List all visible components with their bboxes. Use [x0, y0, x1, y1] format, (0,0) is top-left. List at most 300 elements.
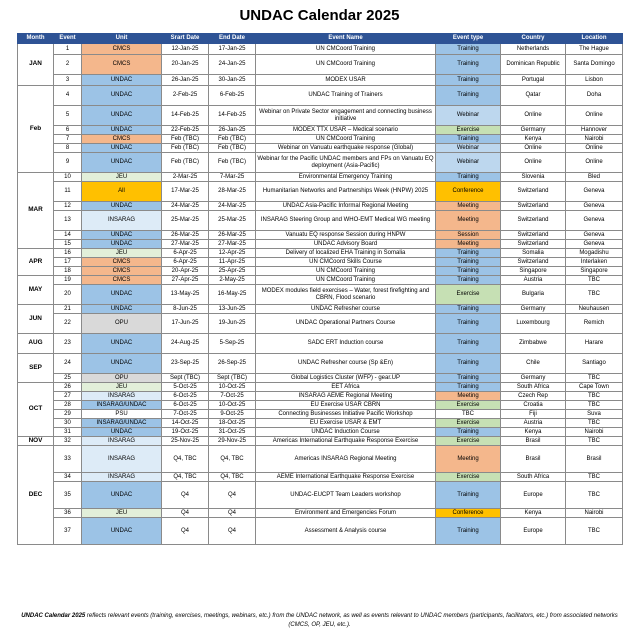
unit-cell: UNDAC: [82, 86, 162, 106]
end-date: 7-Mar-25: [209, 173, 256, 182]
unit-cell: CMCS: [82, 276, 162, 285]
start-date: Sept (TBC): [162, 374, 209, 383]
location-cell: Suva: [566, 410, 623, 419]
end-date: 19-Jun-25: [209, 314, 256, 334]
table-row: [18, 135, 623, 144]
event-name: Americas INSARAG Regional Meeting: [256, 446, 436, 473]
location-cell: Remich: [566, 314, 623, 334]
country-cell: Singapore: [501, 267, 566, 276]
event-type: Training: [436, 258, 501, 267]
event-name: UN CMCoord Training: [256, 55, 436, 75]
start-date: 27-Mar-25: [162, 240, 209, 249]
start-date: 7-Oct-25: [162, 410, 209, 419]
event-name: UNDAC Asia-Pacific Informal Regional Meeting: [256, 202, 436, 211]
country-cell: Chile: [501, 354, 566, 374]
event-number: 13: [54, 211, 82, 231]
start-date: 20-Apr-25: [162, 267, 209, 276]
end-date: 27-Mar-25: [209, 240, 256, 249]
event-type: TBC: [436, 410, 501, 419]
event-type: Meeting: [436, 202, 501, 211]
country-cell: Kenya: [501, 135, 566, 144]
country-cell: Germany: [501, 374, 566, 383]
country-cell: Switzerland: [501, 258, 566, 267]
country-cell: Switzerland: [501, 202, 566, 211]
month-cell: SEP: [18, 354, 54, 383]
table-row: [18, 419, 623, 428]
start-date: 13-May-25: [162, 285, 209, 305]
event-name: UNDAC Operational Partners Course: [256, 314, 436, 334]
page-title: UNDAC Calendar 2025: [239, 7, 400, 24]
table-row: [18, 211, 623, 231]
end-date: 24-Mar-25: [209, 202, 256, 211]
start-date: 17-Mar-25: [162, 182, 209, 202]
event-name: UNDAC Refresher course: [256, 305, 436, 314]
event-name: Webinar on Vanuatu earthquake response (Global): [256, 144, 436, 153]
event-type: Conference: [436, 509, 501, 518]
unit-cell: PSU: [82, 410, 162, 419]
event-number: 10: [54, 173, 82, 182]
unit-cell: CMCS: [82, 55, 162, 75]
unit-cell: UNDAC: [82, 428, 162, 437]
table-row: [18, 437, 623, 446]
country-cell: Netherlands: [501, 44, 566, 55]
table-row: [18, 509, 623, 518]
country-cell: Brasil: [501, 437, 566, 446]
table-row: [18, 410, 623, 419]
header-event-type: Event type: [436, 34, 501, 44]
event-name: UNDAC Training of Trainers: [256, 86, 436, 106]
country-cell: Dominican Republic: [501, 55, 566, 75]
table-row: [18, 126, 623, 135]
event-number: 33: [54, 446, 82, 473]
end-date: 6-Feb-25: [209, 86, 256, 106]
table-row: [18, 305, 623, 314]
end-date: 28-Mar-25: [209, 182, 256, 202]
event-number: 16: [54, 249, 82, 258]
header-location: Location: [566, 34, 623, 44]
event-name: UN CMCoord Training: [256, 267, 436, 276]
event-type: Training: [436, 314, 501, 334]
start-date: 8-Jun-25: [162, 305, 209, 314]
start-date: 24-Aug-25: [162, 334, 209, 354]
start-date: Feb (TBC): [162, 135, 209, 144]
event-name: UNDAC Refresher course (Sp &En): [256, 354, 436, 374]
event-name: UN CMCoord Skills Course: [256, 258, 436, 267]
event-type: Training: [436, 518, 501, 545]
location-cell: Santa Domingo: [566, 55, 623, 75]
start-date: 2-Mar-25: [162, 173, 209, 182]
country-cell: Somalia: [501, 249, 566, 258]
location-cell: TBC: [566, 285, 623, 305]
event-number: 25: [54, 374, 82, 383]
location-cell: Mogadishu: [566, 249, 623, 258]
event-type: Webinar: [436, 153, 501, 173]
event-type: Exercise: [436, 126, 501, 135]
event-number: 8: [54, 144, 82, 153]
unit-cell: JEU: [82, 383, 162, 392]
end-date: Q4, TBC: [209, 446, 256, 473]
unit-cell: JEU: [82, 509, 162, 518]
event-type: Training: [436, 383, 501, 392]
table-row: [18, 276, 623, 285]
country-cell: South Africa: [501, 473, 566, 482]
table-row: [18, 258, 623, 267]
unit-cell: CMCS: [82, 135, 162, 144]
header-row: [18, 34, 623, 44]
event-number: 5: [54, 106, 82, 126]
end-date: Q4: [209, 482, 256, 509]
event-number: 32: [54, 437, 82, 446]
table-row: [18, 153, 623, 173]
event-type: Meeting: [436, 446, 501, 473]
calendar-body: [18, 44, 623, 545]
month-cell: Feb: [18, 86, 54, 173]
event-type: Training: [436, 267, 501, 276]
header-country: Country: [501, 34, 566, 44]
event-number: 28: [54, 401, 82, 410]
start-date: Q4, TBC: [162, 446, 209, 473]
table-row: [18, 473, 623, 482]
table-row: [18, 86, 623, 106]
end-date: 12-Apr-25: [209, 249, 256, 258]
footer-note: [17, 612, 622, 630]
event-name: EU Exercise USAR CBRN: [256, 401, 436, 410]
event-number: 17: [54, 258, 82, 267]
event-name: Connecting Businesses Initiative Pacific Workshop: [256, 410, 436, 419]
start-date: 23-Sep-25: [162, 354, 209, 374]
location-cell: Brasil: [566, 446, 623, 473]
unit-cell: CMCS: [82, 258, 162, 267]
unit-cell: UNDAC: [82, 231, 162, 240]
table-row: [18, 240, 623, 249]
start-date: Q4: [162, 509, 209, 518]
end-date: 26-Jan-25: [209, 126, 256, 135]
location-cell: Geneva: [566, 240, 623, 249]
event-name: AEME International Earthquake Response Exercise: [256, 473, 436, 482]
event-type: Session: [436, 231, 501, 240]
month-cell: AUG: [18, 334, 54, 354]
table-row: [18, 144, 623, 153]
location-cell: Nairobi: [566, 135, 623, 144]
country-cell: Zimbabwe: [501, 334, 566, 354]
country-cell: Switzerland: [501, 211, 566, 231]
event-type: Webinar: [436, 106, 501, 126]
table-row: [18, 202, 623, 211]
start-date: 6-Oct-25: [162, 401, 209, 410]
event-name: Americas International Earthquake Response Exercise: [256, 437, 436, 446]
table-row: [18, 314, 623, 334]
event-number: 11: [54, 182, 82, 202]
event-number: 27: [54, 392, 82, 401]
location-cell: Geneva: [566, 231, 623, 240]
month-cell: DEC: [18, 446, 54, 545]
country-cell: Kenya: [501, 509, 566, 518]
country-cell: Brasil: [501, 446, 566, 473]
table-row: [18, 482, 623, 509]
end-date: Q4, TBC: [209, 473, 256, 482]
country-cell: Germany: [501, 305, 566, 314]
event-name: UNDAC Induction Course: [256, 428, 436, 437]
unit-cell: UNDAC: [82, 153, 162, 173]
unit-cell: CMCS: [82, 267, 162, 276]
event-name: INSARAG Steering Group and WHO-EMT Medical WG meeting: [256, 211, 436, 231]
unit-cell: UNDAC: [82, 305, 162, 314]
country-cell: Online: [501, 153, 566, 173]
event-name: MODEX TTX USAR – Medical scenario: [256, 126, 436, 135]
location-cell: TBC: [566, 374, 623, 383]
table-row: [18, 383, 623, 392]
start-date: 6-Apr-25: [162, 258, 209, 267]
end-date: 25-Mar-25: [209, 211, 256, 231]
end-date: 25-Apr-25: [209, 267, 256, 276]
start-date: 26-Jan-25: [162, 75, 209, 86]
start-date: 20-Jan-25: [162, 55, 209, 75]
country-cell: Switzerland: [501, 231, 566, 240]
country-cell: Online: [501, 144, 566, 153]
unit-cell: UNDAC: [82, 240, 162, 249]
country-cell: Portugal: [501, 75, 566, 86]
event-number: 35: [54, 482, 82, 509]
event-name: Global Logistics Cluster (WFP) - gear.UP: [256, 374, 436, 383]
end-date: 10-Oct-25: [209, 401, 256, 410]
header-start-date: Srart Date: [162, 34, 209, 44]
event-number: 14: [54, 231, 82, 240]
location-cell: Harare: [566, 334, 623, 354]
end-date: Feb (TBC): [209, 135, 256, 144]
event-name: Delivery of localized EHA Training in Somalia: [256, 249, 436, 258]
start-date: 6-Apr-25: [162, 249, 209, 258]
event-type: Meeting: [436, 240, 501, 249]
location-cell: Online: [566, 144, 623, 153]
unit-cell: UNDAC: [82, 334, 162, 354]
event-type: Exercise: [436, 473, 501, 482]
country-cell: Europe: [501, 482, 566, 509]
country-cell: Croatia: [501, 401, 566, 410]
country-cell: Austria: [501, 276, 566, 285]
footer-text: reflects relevant events (training, exercises, meetings, webinars, etc.) from the UNDAC network, as well as events relevant to UNDAC members (participants, facilitators, etc.) from associated networks (CMCS, OP, JEU, etc.).: [85, 613, 618, 628]
event-name: Webinar for the Pacific UNDAC members and FPs on Vanuatu EQ deployment (Asia-Pacific): [256, 153, 436, 173]
table-row: [18, 231, 623, 240]
end-date: 18-Oct-25: [209, 419, 256, 428]
event-number: 29: [54, 410, 82, 419]
country-cell: Online: [501, 106, 566, 126]
location-cell: TBC: [566, 419, 623, 428]
table-row: [18, 518, 623, 545]
event-number: 21: [54, 305, 82, 314]
location-cell: Singapore: [566, 267, 623, 276]
event-name: Webinar on Private Sector engagement and connecting business initiative: [256, 106, 436, 126]
event-number: 7: [54, 135, 82, 144]
event-type: Training: [436, 482, 501, 509]
event-name: Assessment & Analysis course: [256, 518, 436, 545]
location-cell: Online: [566, 106, 623, 126]
unit-cell: INSARAG: [82, 437, 162, 446]
location-cell: TBC: [566, 276, 623, 285]
event-number: 6: [54, 126, 82, 135]
location-cell: Hannover: [566, 126, 623, 135]
event-name: Environmental Emergency Training: [256, 173, 436, 182]
end-date: 29-Nov-25: [209, 437, 256, 446]
table-row: [18, 428, 623, 437]
end-date: Sept (TBC): [209, 374, 256, 383]
end-date: 2-May-25: [209, 276, 256, 285]
unit-cell: INSARAG: [82, 446, 162, 473]
location-cell: Geneva: [566, 182, 623, 202]
country-cell: Germany: [501, 126, 566, 135]
unit-cell: UNDAC: [82, 285, 162, 305]
table-row: [18, 392, 623, 401]
start-date: Q4: [162, 518, 209, 545]
event-number: 22: [54, 314, 82, 334]
event-type: Training: [436, 249, 501, 258]
location-cell: Neuhausen: [566, 305, 623, 314]
location-cell: TBC: [566, 437, 623, 446]
event-type: Training: [436, 173, 501, 182]
event-name: MODEX USAR: [256, 75, 436, 86]
location-cell: Interlaken: [566, 258, 623, 267]
unit-cell: UNDAC: [82, 144, 162, 153]
end-date: 11-Apr-25: [209, 258, 256, 267]
unit-cell: UNDAC: [82, 106, 162, 126]
event-type: Exercise: [436, 419, 501, 428]
country-cell: Luxembourg: [501, 314, 566, 334]
country-cell: Austria: [501, 419, 566, 428]
country-cell: Kenya: [501, 428, 566, 437]
unit-cell: UNDAC: [82, 75, 162, 86]
location-cell: Geneva: [566, 202, 623, 211]
unit-cell: UNDAC: [82, 126, 162, 135]
event-number: 20: [54, 285, 82, 305]
start-date: 22-Feb-25: [162, 126, 209, 135]
event-number: 31: [54, 428, 82, 437]
event-name: EU Exercise USAR & EMT: [256, 419, 436, 428]
event-type: Training: [436, 135, 501, 144]
event-name: MODEX modules field exercises – Water, forest firefighting and CBRN, Flood scenario: [256, 285, 436, 305]
table-row: [18, 354, 623, 374]
unit-cell: OPU: [82, 314, 162, 334]
month-cell: OCT: [18, 383, 54, 437]
location-cell: Nairobi: [566, 509, 623, 518]
location-cell: The Hague: [566, 44, 623, 55]
end-date: 31-Oct-25: [209, 428, 256, 437]
end-date: Feb (TBC): [209, 144, 256, 153]
location-cell: Bled: [566, 173, 623, 182]
unit-cell: INSARAG: [82, 392, 162, 401]
event-type: Training: [436, 75, 501, 86]
country-cell: Bulgaria: [501, 285, 566, 305]
unit-cell: INSARAG: [82, 473, 162, 482]
event-name: Humanitarian Networks and Partnerships Week (HNPW) 2025: [256, 182, 436, 202]
event-number: 37: [54, 518, 82, 545]
start-date: 27-Apr-25: [162, 276, 209, 285]
unit-cell: JEU: [82, 173, 162, 182]
table-row: [18, 401, 623, 410]
location-cell: TBC: [566, 482, 623, 509]
header-month: Month: [18, 34, 54, 44]
event-name: UN CMCoord Training: [256, 135, 436, 144]
event-number: 23: [54, 334, 82, 354]
end-date: Q4: [209, 518, 256, 545]
table-row: [18, 285, 623, 305]
table-row: [18, 173, 623, 182]
event-name: SADC ERT Induction course: [256, 334, 436, 354]
start-date: 14-Oct-25: [162, 419, 209, 428]
start-date: 5-Oct-25: [162, 383, 209, 392]
end-date: 10-Oct-25: [209, 383, 256, 392]
month-cell: JAN: [18, 44, 54, 86]
event-type: Meeting: [436, 211, 501, 231]
unit-cell: All: [82, 182, 162, 202]
event-number: 36: [54, 509, 82, 518]
start-date: 17-Jun-25: [162, 314, 209, 334]
country-cell: Switzerland: [501, 182, 566, 202]
unit-cell: UNDAC: [82, 354, 162, 374]
event-number: 1: [54, 44, 82, 55]
unit-cell: INSARAG/UNDAC: [82, 401, 162, 410]
start-date: Q4: [162, 482, 209, 509]
table-row: [18, 334, 623, 354]
location-cell: Cape Town: [566, 383, 623, 392]
event-type: Training: [436, 55, 501, 75]
country-cell: Czech Rep: [501, 392, 566, 401]
unit-cell: INSARAG/UNDAC: [82, 419, 162, 428]
end-date: 9-Oct-25: [209, 410, 256, 419]
location-cell: Lisbon: [566, 75, 623, 86]
end-date: 26-Sep-25: [209, 354, 256, 374]
header-unit: Unit: [82, 34, 162, 44]
start-date: 26-Mar-25: [162, 231, 209, 240]
event-type: Conference: [436, 182, 501, 202]
country-cell: Europe: [501, 518, 566, 545]
event-type: Training: [436, 44, 501, 55]
event-number: 34: [54, 473, 82, 482]
start-date: Feb (TBC): [162, 153, 209, 173]
event-number: 3: [54, 75, 82, 86]
start-date: 2-Feb-25: [162, 86, 209, 106]
event-name: INSARAG AEME Regional Meeting: [256, 392, 436, 401]
unit-cell: CMCS: [82, 44, 162, 55]
end-date: Q4: [209, 509, 256, 518]
unit-cell: OPU: [82, 374, 162, 383]
event-name: EET Africa: [256, 383, 436, 392]
event-type: Training: [436, 334, 501, 354]
calendar-table: [17, 33, 623, 545]
table-row: [18, 182, 623, 202]
table-row: [18, 75, 623, 86]
event-number: 2: [54, 55, 82, 75]
start-date: 25-Nov-25: [162, 437, 209, 446]
event-number: 24: [54, 354, 82, 374]
event-type: Exercise: [436, 401, 501, 410]
unit-cell: UNDAC: [82, 482, 162, 509]
event-number: 15: [54, 240, 82, 249]
country-cell: Qatar: [501, 86, 566, 106]
table-row: [18, 267, 623, 276]
footer-bold: UNDAC Calendar 2025: [21, 613, 86, 619]
table-row: [18, 446, 623, 473]
country-cell: Fiji: [501, 410, 566, 419]
event-name: UN CMCoord Training: [256, 276, 436, 285]
event-type: Training: [436, 86, 501, 106]
end-date: 14-Feb-25: [209, 106, 256, 126]
unit-cell: JEU: [82, 249, 162, 258]
event-type: Exercise: [436, 437, 501, 446]
location-cell: TBC: [566, 392, 623, 401]
month-cell: APR: [18, 249, 54, 276]
location-cell: Online: [566, 153, 623, 173]
start-date: Q4, TBC: [162, 473, 209, 482]
event-number: 26: [54, 383, 82, 392]
